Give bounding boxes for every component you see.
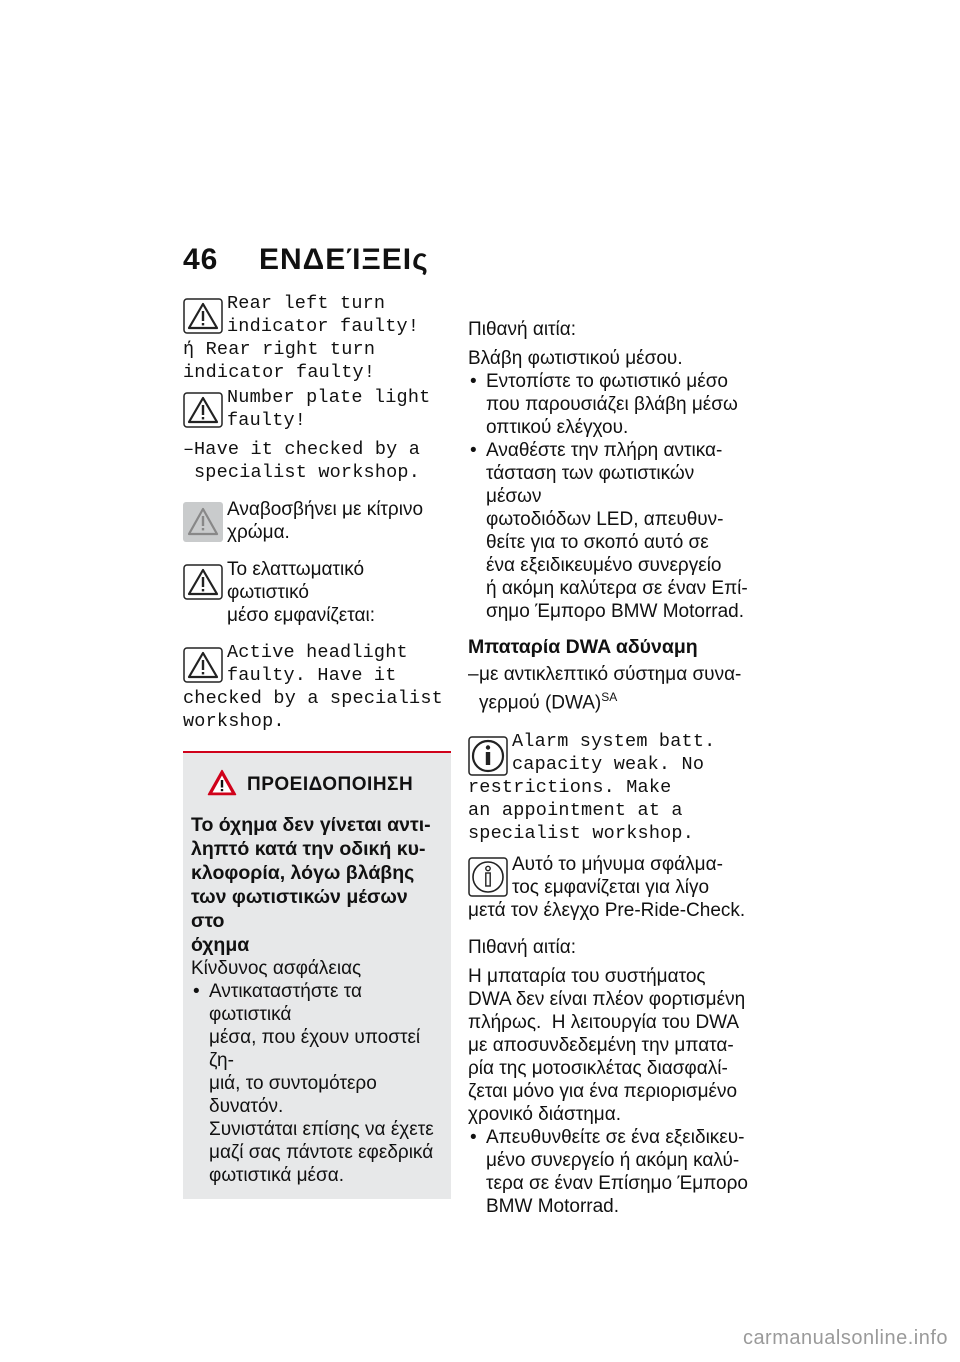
action-bullet [468,1126,748,1218]
heading-line: κλοφορία, λόγω βλάβης [191,862,415,884]
bullet-line: οπτικού ελέγχου. [486,417,629,438]
bullet-line: • Εντοπίστε το φωτιστικό μέσο [486,371,728,392]
msg-line: restrictions. Make [468,777,672,799]
msg-line: specialist workshop. [468,823,695,845]
info-outline-icon [468,857,508,893]
left-column [183,292,451,1199]
page-title: ΕΝΔΕΊΞΕΙς [259,243,429,276]
yellow-flash-note [183,498,451,544]
warning-triangle-filled-icon [183,502,223,538]
action-bullet [468,370,748,439]
msg-line: Number plate light [227,387,431,408]
bullet-line: μένο συνεργείο ή ακόμη καλύ- [486,1150,740,1172]
para-line: DWA δεν είναι πλέον φορτισμένη [468,989,746,1011]
sa-superscript: SA [601,690,618,704]
bullet-line: φωτοδιόδων LED, απευθυν- [486,509,724,530]
msg-line: Rear left turn [227,293,386,314]
bullet-line: που παρουσιάζει βλάβη μέσω [486,394,738,415]
msg-line: checked by a specialist [183,688,443,709]
faulty-appears-note [183,558,451,627]
msg-line: capacity weak. No [512,754,705,776]
action-bullet [468,439,748,623]
page-number: 46 [183,243,219,276]
heading-line: Το όχημα δεν γίνεται αντι- [191,814,431,836]
warning-risk: Κίνδυνος ασφάλειας [191,958,362,979]
warning-message-turn-indicator [183,292,451,384]
msg-line: faulty. Have it [227,665,397,686]
bullet-line: μιά, το συντομότερο δυνατόν. [209,1073,377,1117]
para-line: ζεται μόνο για ένα περιορισμένο [468,1081,738,1103]
bullet-line: φωτιστικά μέσα. [209,1165,345,1186]
heading-line: όχημα [191,934,250,956]
info-icon [468,736,508,772]
bullet-line: ένα εξειδικευμένο συνεργείο [486,555,722,576]
cause-paragraph [468,965,748,1126]
bullet-line: θείτε για το σκοπό αυτό σε [486,532,709,553]
danger-triangle-icon [207,769,237,802]
page-header [183,243,429,277]
warning-title-text: ΠΡΟΕΙΔΟΠΟΙΗΣΗ [247,774,414,795]
msg-line: indicator faulty! [227,316,420,337]
bullet-line: μέσα, που έχουν υποστεί ζη- [209,1027,421,1071]
action-line: specialist workshop. [194,462,421,483]
msg-line: ή Rear right turn [183,339,376,360]
msg-line: workshop. [183,711,285,732]
note-line: μέσο εμφανίζεται: [227,605,376,626]
bullet-line: μαζί σας πάντοτε εφεδρικά [209,1142,434,1163]
action-item [183,438,451,484]
bullet-line: τερα σε έναν Επίσημο Έμπορο [486,1173,748,1195]
para-line: πλήρως. Η λειτουργία του DWA [468,1012,740,1034]
warning-triangle-icon [183,298,223,334]
warning-message-headlight [183,641,451,733]
msg-line: Alarm system batt. [512,731,716,753]
para-line: ρία της μοτοσικλέτας διασφαλί- [468,1058,728,1080]
bullet-line: τάσταση των φωτιστικών μέσων [486,463,695,507]
warning-message-number-plate [183,386,451,432]
note-line: Αυτό το μήνυμα σφάλμα- [512,854,723,876]
cause-label: Πιθανή αιτία: [468,319,577,340]
bullet-line: ή ακόμη καλύτερα σε έναν Επί- [486,578,748,599]
msg-line: faulty! [227,410,307,431]
cause-label: Πιθανή αιτία: [468,937,577,959]
note-line: μετά τον έλεγχο Pre-Ride-Check. [468,900,746,922]
bullet-line: σημο Έμπορο BMW Motorrad. [486,601,745,622]
cause-text: Βλάβη φωτιστικού μέσου. [468,348,683,369]
bullet-line: • Αναθέστε την πλήρη αντικα- [486,440,723,461]
para-line: Η μπαταρία του συστήματος [468,966,706,988]
heading-line: των φωτιστικών μέσων στο [191,886,408,932]
note-line: χρώμα. [227,522,290,543]
bullet-line: • Αντικαταστήστε τα φωτιστικά [209,981,363,1025]
bullet-line: • Απευθυνθείτε σε ένα εξειδικευ- [486,1127,745,1149]
note-line: Το ελαττωματικό φωτιστικό [227,559,365,603]
right-column [468,318,748,1218]
heading-line: ληπτό κατά την οδική κυ- [191,838,426,860]
para-line: χρονικό διάστημα. [468,1104,621,1126]
equipment-note [468,663,748,714]
warning-triangle-icon [183,392,223,428]
note-line: τος εμφανίζεται για λίγο [512,877,710,899]
warning-box-title [191,763,443,807]
bullet-line: BMW Motorrad. [486,1196,620,1218]
section-title: Μπαταρία DWA αδύναμη [468,636,698,658]
info-message-alarm [468,730,748,845]
msg-line: an appointment at a [468,800,683,822]
warning-triangle-icon [183,647,223,683]
msg-line: Active headlight [227,642,408,663]
dash-line: – με αντικλεπτικό σύστημα συνα- [479,664,742,685]
warning-triangle-icon [183,564,223,600]
para-line: με αποσυνδεδεμένη την μπατα- [468,1035,734,1057]
warning-bullet [191,980,443,1187]
watermark: carmanualsonline.info [742,1327,948,1349]
action-line: – Have it checked by a [194,439,421,460]
dash-line: γερμού (DWA) [479,692,602,714]
warning-heading [191,813,443,957]
note-line: Αναβοσβήνει με κίτρινο [227,499,424,520]
warning-box [183,751,451,1199]
bullet-line: Συνιστάται επίσης να έχετε [209,1119,434,1140]
info-note [468,853,748,922]
msg-line: indicator faulty! [183,362,376,383]
